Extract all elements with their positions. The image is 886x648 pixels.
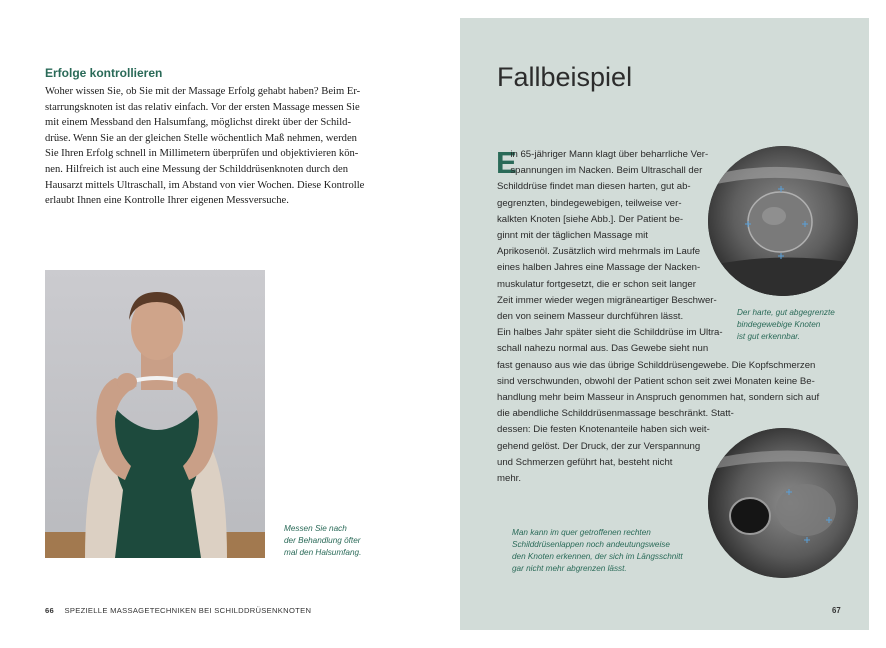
page-number-right: 67 [832, 606, 841, 615]
case-line: kalkten Knoten [siehe Abb.]. Der Patient be- [497, 213, 684, 225]
caption-line: Schilddrüsenlappen noch andeutungsweise [512, 540, 670, 549]
case-line: gegrenzten, bindegewebigen, teilweise ver- [497, 197, 682, 209]
case-line: eines halben Jahres eine Massage der Nacken- [497, 262, 701, 274]
running-title: SPEZIELLE MASSAGETECHNIKEN BEI SCHILDDRÜSENKNOTEN [64, 606, 312, 615]
caption-line: Der harte, gut abgegrenzte [737, 308, 835, 317]
caption-line: den Knoten erkennen, der sich im Längsschnitt [512, 552, 683, 561]
caption-line: bindegewebige Knoten [737, 320, 821, 329]
section-heading: Erfolge kontrollieren [45, 66, 163, 80]
case-line: schall nahezu normal aus. Das Gewebe sieht nun [497, 343, 709, 355]
case-study-panel [460, 18, 869, 630]
case-line: dessen: Die festen Knotenanteile haben sich weit- [497, 424, 710, 436]
drop-cap: E [496, 145, 517, 180]
caption-line: ist gut erkennbar. [737, 332, 800, 341]
caption-line: Man kann im quer getroffenen rechten [512, 528, 651, 537]
case-line: in 65-jähriger Mann klagt über beharrliche Ver- [497, 149, 709, 160]
caption-line: mal den Halsumfang. [284, 548, 362, 557]
case-line: muskulatur fortgesetzt, die er schon seit langer [497, 278, 696, 290]
ultrasound-caption-1 [737, 307, 835, 343]
body-line: Sie Ihren Erfolg schnell in Millimetern überprüfen und objektivieren kön- [45, 148, 359, 160]
body-line: Hausarzt mittels Ultraschall, im Abstand von vier Wochen. Diese Kontrolle [45, 179, 365, 191]
case-line: handlung mehr beim Masseur in Anspruch genommen hat, sondern sich auf [497, 392, 820, 404]
case-line: Ein halbes Jahr später sieht die Schilddrüse im Ultra- [497, 327, 723, 339]
caption-line: der Behandlung öfter [284, 536, 361, 545]
case-line: Schilddrüse findet man diesen harten, gut ab- [497, 181, 691, 193]
case-line: Zeit immer wieder wegen migräneartiger Beschwer- [497, 294, 717, 306]
body-line: starrungsknoten ist das relativ einfach. Vor der ersten Massage messen Sie [45, 101, 360, 113]
case-line: die abendliche Schilddrüsenmassage beschränkt. Statt- [497, 408, 734, 420]
photo-caption [284, 523, 434, 559]
case-line: sind verschwunden, obwohl der Patient schon seit zwei Monaten keine Be- [497, 375, 815, 387]
body-line: erlaubt Ihnen eine Kontrolle Ihrer eigenen Messversuche. [45, 195, 289, 207]
case-line: und Schmerzen geführt hat, besteht nicht [497, 456, 673, 468]
ultrasound-image-follow-up [708, 428, 858, 578]
caption-line: gar nicht mehr abgrenzen lässt. [512, 564, 627, 573]
case-line: den von seinem Masseur durchführen lässt. [497, 311, 684, 323]
ultrasound-image-nodule [708, 146, 858, 296]
body-line: nen. Hilfreich ist auch eine Messung der Schilddrüsenknoten durch den [45, 163, 349, 175]
body-line: drüse. Wenn Sie an der gleichen Stelle wöchentlich Maß nehmen, werden [45, 132, 357, 144]
body-text [45, 84, 393, 209]
case-title: Fallbeispiel [497, 62, 633, 92]
case-line: mehr. [497, 473, 521, 485]
page-number-left: 66 [45, 606, 55, 615]
case-line: spannungen im Nacken. Beim Ultraschall der [497, 165, 703, 177]
case-line: fast genauso aus wie das übrige Schilddrüsengewebe. Die Kopfschmerzen [497, 359, 816, 371]
case-line: ginnt mit der täglichen Massage mit [497, 230, 648, 242]
ultrasound-caption-2 [512, 527, 683, 575]
case-line: Aprikosenöl. Zusätzlich wird mehrmals im Laufe [497, 246, 701, 258]
caption-line: Messen Sie nach [284, 524, 347, 533]
body-line: mit einem Messband den Halsumfang, möglichst direkt über der Schild- [45, 117, 351, 129]
body-line: Woher wissen Sie, ob Sie mit der Massage Erfolg gehabt haben? Beim Er- [45, 86, 361, 97]
neck-measurement-photo [45, 270, 265, 558]
left-page-footer [45, 606, 311, 615]
case-line: gehend gelöst. Der Druck, der zur Verspannung [497, 440, 701, 452]
